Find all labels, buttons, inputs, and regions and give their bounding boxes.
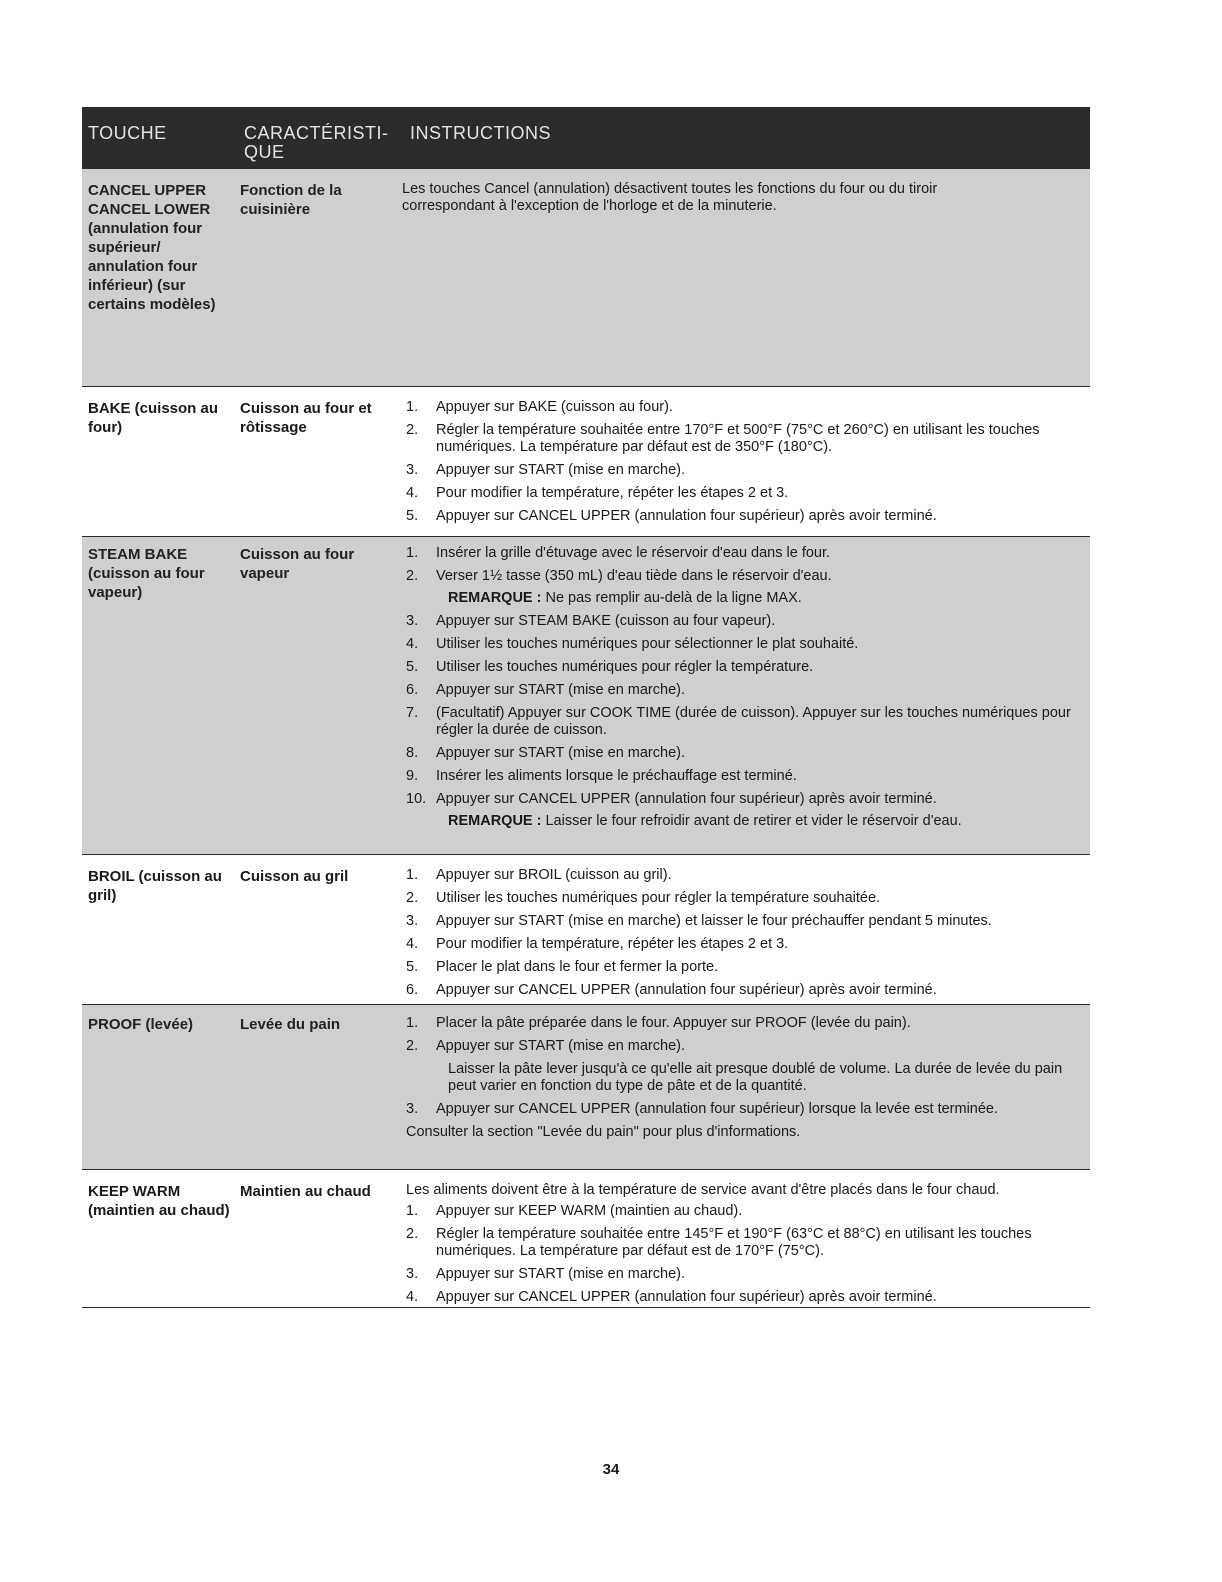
row-feature: Cuisson au four et rôtissage [240,400,372,436]
table-row [82,1170,1090,1308]
row-instructions [394,1182,1090,1307]
list-item: 1. Appuyer sur KEEP WARM (maintien au chaud). [406,1203,743,1219]
proof-detail: Laisser la pâte lever jusqu'à ce qu'elle ait presque doublé de volume. La durée de levée du pain peut varier en fonction du type de pâte et de la quantité. [448,1061,1063,1094]
page-number: 34 [602,1461,620,1478]
list-item: 3. Appuyer sur START (mise en marche). [406,1266,685,1282]
row-key: PROOF (levée) [88,1016,194,1033]
list-item: 5. Utiliser les touches numériques pour régler la température. [406,659,814,675]
note: REMARQUE : Ne pas remplir au-delà de la ligne MAX. [448,590,802,606]
row-feature: Fonction de la cuisinière [240,182,342,218]
list-item: 2. Utiliser les touches numériques pour régler la température souhaitée. [406,890,881,906]
list-item: 7. (Facultatif) Appuyer sur COOK TIME (durée de cuisson). Appuyer sur les touches numériques pour régler la durée de cuisson. [406,705,1071,738]
list-item: 6. Appuyer sur CANCEL UPPER (annulation four supérieur) après avoir terminé. [406,982,937,998]
list-item: 2. Régler la température souhaitée entre 170°F et 500°F (75°C et 260°C) en utilisant les touches numériques. La température par défaut est de 350°F (180°C). [406,422,1040,455]
header-caracteristique: CARACTÉRISTI-QUE [244,123,389,162]
list-item: 3. Appuyer sur CANCEL UPPER (annulation four supérieur) lorsque la levée est terminée. [406,1101,999,1117]
row-feature: Cuisson au four vapeur [240,546,355,582]
list-item: 4. Utiliser les touches numériques pour sélectionner le plat souhaité. [406,636,859,652]
row-instructions [394,399,1090,536]
row-feature: Levée du pain [240,1016,341,1033]
list-item: 3. Appuyer sur START (mise en marche) et laisser le four préchauffer pendant 5 minutes. [406,913,992,929]
table-row [82,537,1090,855]
list-item: 1. Appuyer sur BAKE (cuisson au four). [406,399,673,415]
list-item: 10. Appuyer sur CANCEL UPPER (annulation four supérieur) après avoir terminé. [406,791,937,807]
list-item: 1. Placer la pâte préparée dans le four. Appuyer sur PROOF (levée du pain). [406,1015,911,1031]
table-row [82,387,1090,537]
row-key: STEAM BAKE (cuisson au four vapeur) [88,546,205,601]
row-instructions [394,545,1090,854]
keep-warm-intro: Les aliments doivent être à la température de service avant d'être placés dans le four chaud. [406,1182,1000,1198]
table-row [82,169,1090,387]
row-instructions [394,867,1090,1004]
list-item: 9. Insérer les aliments lorsque le préchauffage est terminé. [406,768,797,784]
row-feature: Cuisson au gril [240,868,349,885]
row-instructions [394,1015,1090,1169]
list-item: 4. Appuyer sur CANCEL UPPER (annulation four supérieur) après avoir terminé. [406,1289,937,1305]
list-item: 1. Insérer la grille d'étuvage avec le réservoir d'eau dans le four. [406,545,831,561]
list-item: 1. Appuyer sur BROIL (cuisson au gril). [406,867,672,883]
table-row [82,855,1090,1005]
row-key: KEEP WARM (maintien au chaud) [88,1183,230,1219]
list-item: 8. Appuyer sur START (mise en marche). [406,745,685,761]
header-touche: TOUCHE [88,123,167,143]
row-feature: Maintien au chaud [240,1183,371,1200]
note: REMARQUE : Laisser le four refroidir avant de retirer et vider le réservoir d'eau. [448,813,962,829]
list-item: 2. Régler la température souhaitée entre 145°F et 190°F (63°C et 88°C) en utilisant les touches numériques. La température par défaut est de 170°F (75°C). [406,1226,1032,1259]
row-key: CANCEL UPPER CANCEL LOWER (annulation four supérieur/ annulation four inférieur) (sur certains modèles) [88,182,216,313]
list-item: 2. Verser 1½ tasse (350 mL) d'eau tiède dans le réservoir d'eau. [406,568,832,584]
table-header [82,107,1090,169]
list-item: 5. Appuyer sur CANCEL UPPER (annulation four supérieur) après avoir terminé. [406,508,937,524]
list-item: 6. Appuyer sur START (mise en marche). [406,682,685,698]
list-item: 2. Appuyer sur START (mise en marche). [406,1038,685,1054]
list-item: 5. Placer le plat dans le four et fermer la porte. [406,959,719,975]
header-instructions: INSTRUCTIONS [410,123,551,143]
controls-table [82,107,1090,1308]
row-text: Les touches Cancel (annulation) désactivent toutes les fonctions du four ou du tiroir correspondant à l'exception de l'horloge et de la minuterie. [402,181,938,214]
list-item: 3. Appuyer sur STEAM BAKE (cuisson au four vapeur). [406,613,776,629]
list-item: 4. Pour modifier la température, répéter les étapes 2 et 3. [406,485,789,501]
row-key: BAKE (cuisson au four) [88,400,219,436]
table-row [82,1005,1090,1170]
proof-footer: Consulter la section "Levée du pain" pour plus d'informations. [406,1124,801,1140]
list-item: 3. Appuyer sur START (mise en marche). [406,462,685,478]
row-key: BROIL (cuisson au gril) [88,868,222,904]
list-item: 4. Pour modifier la température, répéter les étapes 2 et 3. [406,936,789,952]
